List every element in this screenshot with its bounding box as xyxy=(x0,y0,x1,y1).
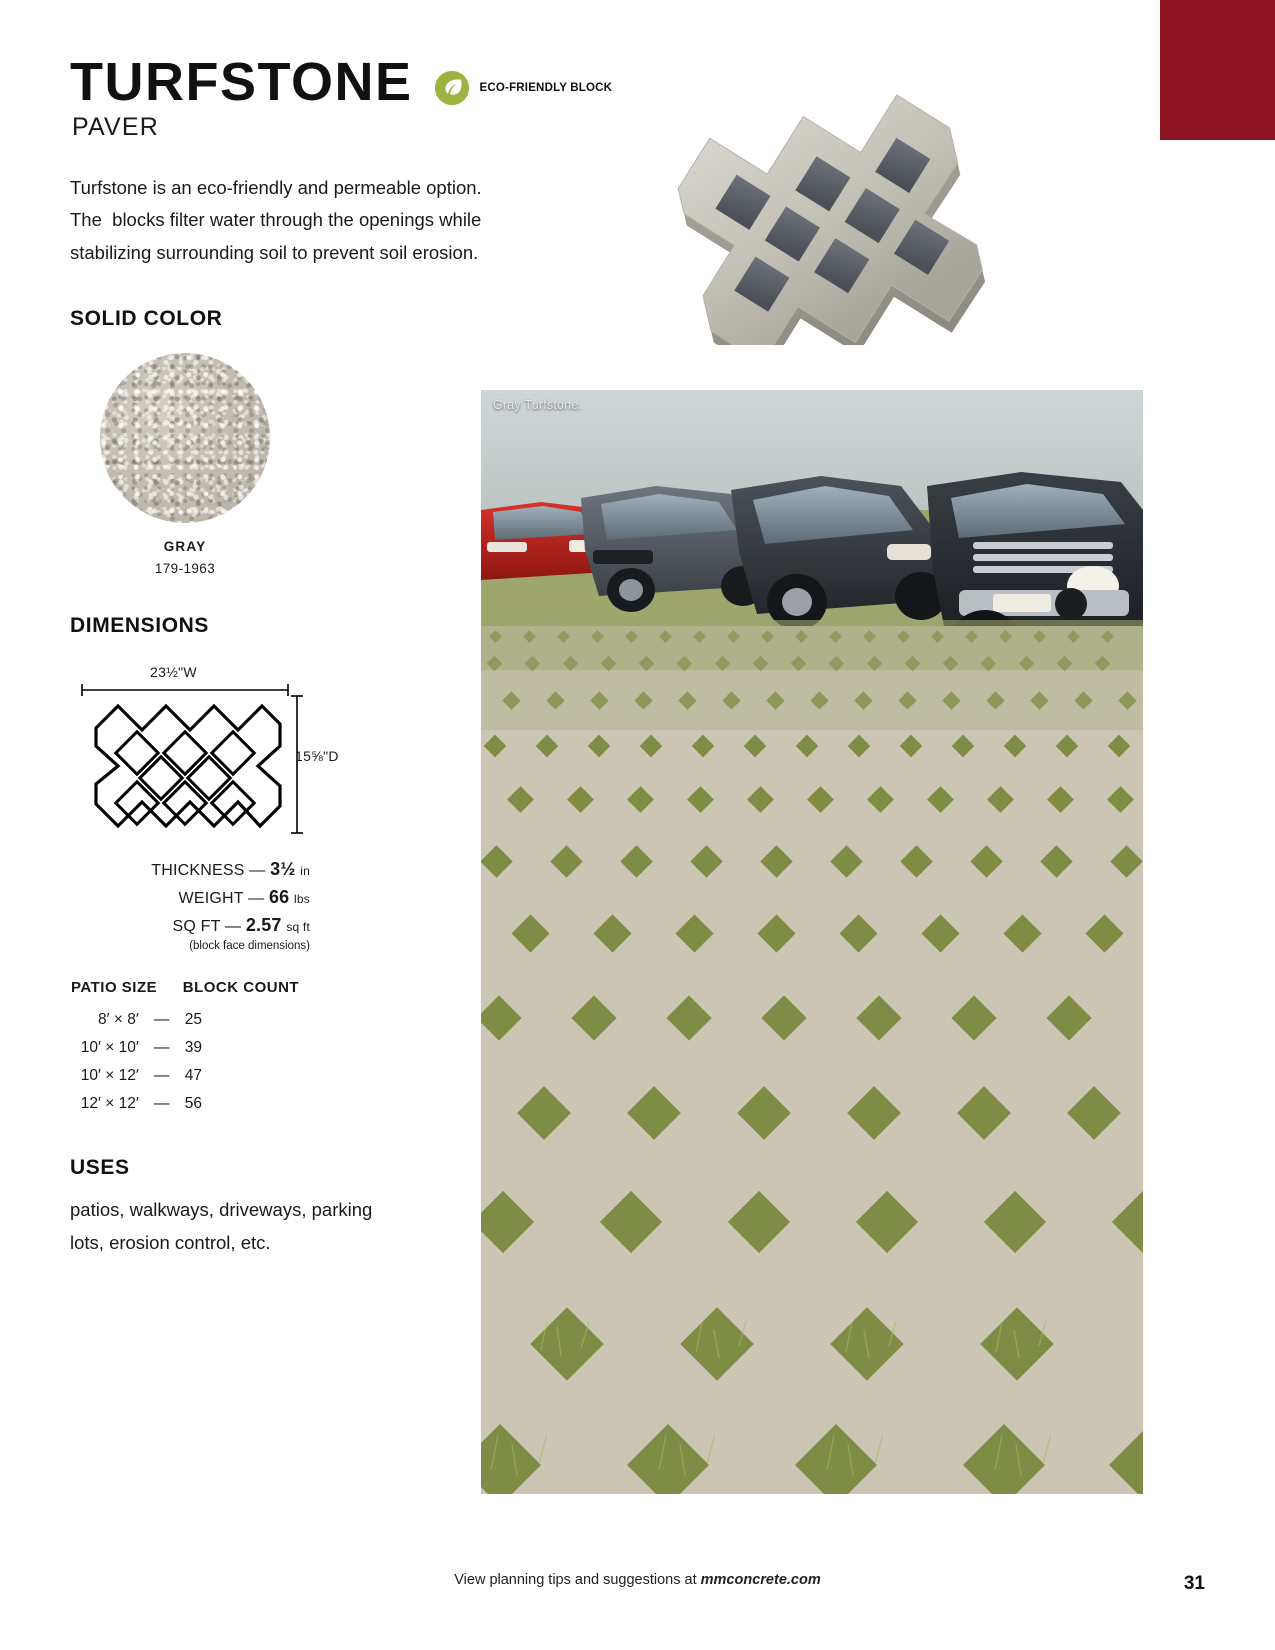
patio-size-1: 10′ × 10′ xyxy=(80,1039,139,1057)
spec-sqft-value: 2.57 xyxy=(245,915,282,936)
spec-sqft-dash: — xyxy=(224,918,242,936)
spec-thickness xyxy=(70,859,310,880)
table-row xyxy=(70,1034,320,1062)
eco-badge-label: ECO-FRIENDLY BLOCK xyxy=(479,82,613,94)
footer xyxy=(0,1572,1275,1588)
patio-dash-0: — xyxy=(154,1011,170,1029)
swatch-sku: 179-1963 xyxy=(154,561,216,577)
color-swatch-gray xyxy=(100,353,270,523)
spec-sqft-unit: sq ft xyxy=(286,920,310,935)
patio-dash-3: — xyxy=(154,1095,170,1113)
section-corner-tab xyxy=(1160,0,1275,140)
spec-thickness-label: THICKNESS xyxy=(151,862,245,880)
patio-size-table xyxy=(70,978,320,1118)
spec-thickness-dash: — xyxy=(249,862,266,880)
col-header-block-count: BLOCK COUNT xyxy=(182,979,300,997)
block-count-0: 25 xyxy=(184,1011,202,1029)
table-row xyxy=(70,1006,320,1034)
dimensions-heading: DIMENSIONS xyxy=(70,614,210,638)
installation-photo xyxy=(481,390,1143,1494)
leaf-icon xyxy=(435,71,469,105)
spec-weight xyxy=(70,887,310,908)
spec-thickness-value: 3½ xyxy=(270,859,296,880)
product-description: Turfstone is an eco-friendly and permeable option. The blocks filter water through the openings while stabilizing surrounding soil to prevent soil erosion. xyxy=(70,177,487,263)
table-row xyxy=(70,1090,320,1118)
page-title: TURFSTONE xyxy=(70,52,413,112)
swatch-name: GRAY xyxy=(163,539,207,555)
table-header-row xyxy=(70,978,320,1006)
page-number: 31 xyxy=(1183,1573,1205,1594)
patio-size-2: 10′ × 12′ xyxy=(80,1067,139,1085)
spec-note: (block face dimensions) xyxy=(189,940,310,953)
uses-heading: USES xyxy=(70,1156,130,1180)
patio-dash-1: — xyxy=(154,1039,170,1057)
photo-illustration xyxy=(481,390,1143,1494)
patio-dash-2: — xyxy=(154,1067,170,1085)
dimension-depth-label: 15⅝"D xyxy=(295,748,339,765)
spec-weight-label: WEIGHT xyxy=(178,890,244,908)
spec-weight-value: 66 xyxy=(268,887,290,908)
footer-text: View planning tips and suggestions at xyxy=(454,1572,701,1588)
patio-size-3: 12′ × 12′ xyxy=(80,1095,139,1113)
spec-sqft xyxy=(70,915,310,936)
spec-thickness-unit: in xyxy=(300,864,310,879)
title-row xyxy=(70,52,613,112)
eco-friendly-badge xyxy=(435,71,613,105)
footer-website-link[interactable]: mmconcrete.com xyxy=(700,1572,821,1588)
patio-size-0: 8′ × 8′ xyxy=(98,1011,139,1029)
dimension-width-label: 23½"W xyxy=(150,664,197,681)
solid-color-heading: SOLID COLOR xyxy=(70,307,223,331)
color-swatch-block xyxy=(70,353,300,576)
spec-list xyxy=(70,859,310,952)
block-count-3: 56 xyxy=(184,1095,202,1113)
block-count-2: 47 xyxy=(184,1067,202,1085)
block-count-1: 39 xyxy=(184,1039,202,1057)
photo-caption: Gray Turfstone. xyxy=(493,398,583,412)
dimensions-diagram xyxy=(70,664,370,843)
table-row xyxy=(70,1062,320,1090)
uses-text: patios, walkways, driveways, parking lots, erosion control, etc. xyxy=(70,1199,373,1253)
spec-weight-dash: — xyxy=(248,890,265,908)
spec-sqft-label: SQ FT xyxy=(172,918,221,936)
paver-block-photo xyxy=(660,65,1015,345)
product-subtitle: PAVER xyxy=(72,113,160,141)
col-header-patio-size: PATIO SIZE xyxy=(71,979,158,997)
spec-weight-unit: lbs xyxy=(294,892,310,907)
